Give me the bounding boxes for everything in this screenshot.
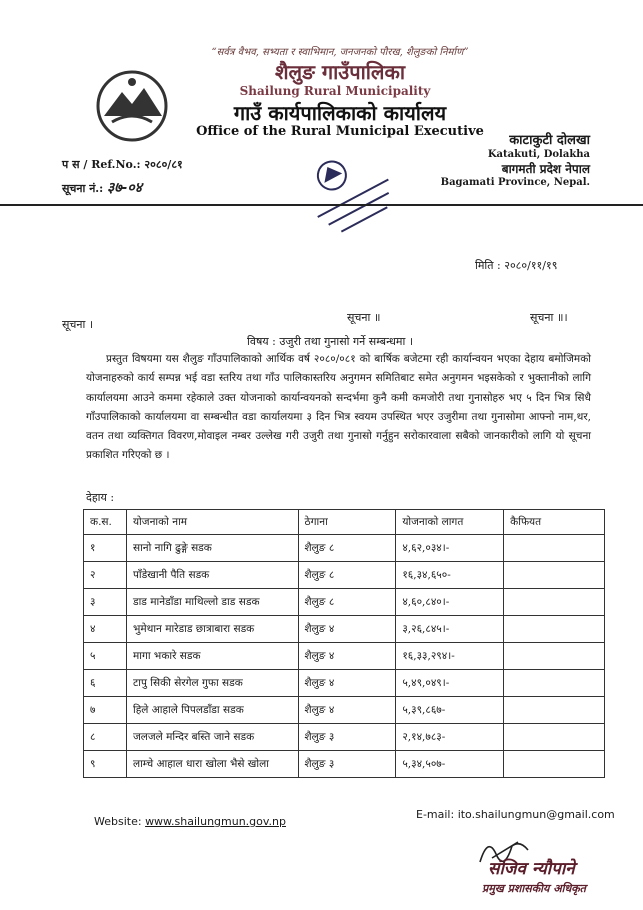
table-row <box>84 724 605 751</box>
cell-remarks <box>504 535 605 562</box>
office-address <box>440 134 590 190</box>
notice-label-2: सूचना ॥ <box>347 311 381 324</box>
website-link[interactable]: www.shailungmun.gov.np <box>145 815 286 828</box>
cell-address: शैलुङ ४ <box>298 643 396 670</box>
cell-remarks <box>504 751 605 778</box>
annex-label: देहाय : <box>86 491 115 504</box>
website-label: Website: <box>94 815 142 828</box>
cell-remarks <box>504 724 605 751</box>
cell-project-name: सानो नागि ढुङ्गे सडक <box>126 535 298 562</box>
col-header-cost: योजनाको लागत <box>396 510 504 535</box>
col-header-project-name: योजनाको नाम <box>126 510 298 535</box>
website-line <box>94 815 286 828</box>
cell-serial: ९ <box>84 751 127 778</box>
cell-cost: १६,३४,६५०- <box>396 562 504 589</box>
cell-serial: ८ <box>84 724 127 751</box>
table-row <box>84 562 605 589</box>
cell-serial: ३ <box>84 589 127 616</box>
cell-project-name: टापु सिकी सेरगेल गुफा सडक <box>126 670 298 697</box>
province-line-en: Bagamati Province, Nepal. <box>440 177 590 188</box>
cell-project-name: हिले आहाले पिपलडाँडा सडक <box>126 697 298 724</box>
notice-label-1: सूचना । <box>62 318 94 331</box>
cell-remarks <box>504 643 605 670</box>
cell-cost: १६,३३,२९४।- <box>396 643 504 670</box>
cell-project-name: मागा भकारे सडक <box>126 643 298 670</box>
project-table <box>83 509 605 778</box>
cell-cost: ३,२६,८४५।- <box>396 616 504 643</box>
cell-serial: ४ <box>84 616 127 643</box>
table-row <box>84 535 605 562</box>
subject-line: विषय : उजुरी तथा गुनासो गर्ने सम्बन्धमा । <box>246 335 413 348</box>
cell-serial: ५ <box>84 643 127 670</box>
col-header-address: ठेगाना <box>298 510 396 535</box>
cell-cost: ४,६२,०३४।- <box>396 535 504 562</box>
signatory-title: प्रमुख प्रशासकीय अधिकृत <box>482 882 586 895</box>
email-line: E-mail: ito.shailungmun@gmail.com <box>416 808 615 821</box>
cell-remarks <box>504 697 605 724</box>
notice-label-3: सूचना ॥। <box>530 311 568 324</box>
cell-serial: ७ <box>84 697 127 724</box>
cell-remarks <box>504 670 605 697</box>
cell-address: शैलुङ ३ <box>298 724 396 751</box>
signatory-name: संजिव न्यौपाने <box>488 859 575 879</box>
cell-address: शैलुङ ४ <box>298 670 396 697</box>
table-row <box>84 697 605 724</box>
table-header-row <box>84 510 605 535</box>
address-line-en: Katakuti, Dolakha <box>487 149 590 160</box>
cell-address: शैलुङ ४ <box>298 697 396 724</box>
cell-serial: २ <box>84 562 127 589</box>
cell-cost: ५,४९,०४९।- <box>396 670 504 697</box>
cell-address: शैलुङ ३ <box>298 751 396 778</box>
col-header-remarks: कैफियत <box>504 510 605 535</box>
cell-cost: २,१४,७८३- <box>396 724 504 751</box>
notice-number-value: ३७-०४ <box>107 180 142 196</box>
cell-project-name: डाड मानेडाँडा माथिल्लो डाड सडक <box>126 589 298 616</box>
table-row <box>84 616 605 643</box>
header-divider <box>0 204 643 206</box>
cell-serial: १ <box>84 535 127 562</box>
table-row <box>84 589 605 616</box>
notice-number <box>62 178 142 197</box>
table-row <box>84 751 605 778</box>
cell-project-name: लाम्चे आहाल धारा खोला भैसे खोला <box>126 751 298 778</box>
document-date: मिति : २०८०/११/१९ <box>475 259 558 272</box>
cell-address: शैलुङ ४ <box>298 616 396 643</box>
cell-serial: ६ <box>84 670 127 697</box>
cell-address: शैलुङ ८ <box>298 562 396 589</box>
cell-cost: ४,६०,८४०।- <box>396 589 504 616</box>
cell-remarks <box>504 589 605 616</box>
cell-project-name: जलजले मन्दिर बस्ति जाने सडक <box>126 724 298 751</box>
notice-paragraph: प्रस्तुत विषयमा यस शैलुङ गाँउपालिकाको आर्थिक वर्ष २०८०/०८१ को बार्षिक बजेटमा रही कार्यान्वयन भएका देहाय बमोजिमको योजनाहरुको कार्य सम्पन्न भई वडा स्तरिय तथा गाँउ पालिकास्तरिय अनुगमन समितिबाट समेत अनुगमन भइसकेको र भुक्तानीको लागि कार्यालयमा आउने कममा रहेकाले उक्त योजनाको कार्यान्वयनको सन्दर्भमा कुनै कमी कमजोरी तथा गुनासोहरु भए ५ दिन भित्र सिधै गाँउपालिकाको कार्यालयमा वा सम्बन्धीत वडा कार्यालयमा ३ दिन भित्र स्वयम उपस्थित भएर उजुरीमा तथा गुनासोमा आफ्नो नाम,थर, वतन तथा व्यक्तिगत विवरण,मोवाइल नम्बर उल्लेख गरी उजुरी तथा गुनासो गर्नुहुन सरोकारवाला सबैको जानकारीको लागि यो सूचना प्रकाशित गरिएको छ । <box>86 353 591 462</box>
table-row <box>84 643 605 670</box>
cell-cost: ५,३९,८६७- <box>396 697 504 724</box>
cell-cost: ५,३४,५०७- <box>396 751 504 778</box>
col-header-serial: क.स. <box>84 510 127 535</box>
office-name-en: Office of the Rural Municipal Executive <box>196 124 484 139</box>
office-seal-stamp <box>286 130 406 240</box>
office-name-np: गाउँ कार्यपालिकाको कार्यालय <box>233 101 447 125</box>
cell-address: शैलुङ ८ <box>298 589 396 616</box>
municipality-name-np: शैलुङ गाउँपालिका <box>274 60 406 84</box>
notice-number-label: सूचना नं.: <box>62 182 104 195</box>
cell-remarks <box>504 616 605 643</box>
table-row <box>84 670 605 697</box>
reference-number: प स / Ref.No.: २०८०/८१ <box>62 158 183 171</box>
motto: “सर्वत्र वैभव, सभ्यता र स्वाभिमान, जनजनको पौरख, शैलुङको निर्माण” <box>211 47 469 58</box>
province-line-np: बागमती प्रदेश नेपाल <box>501 162 590 176</box>
address-line-np: काटाकुटी दोलखा <box>509 133 590 148</box>
emblem-logo <box>82 66 182 146</box>
cell-address: शैलुङ ८ <box>298 535 396 562</box>
cell-project-name: भुमेथान मारेडाड छात्राबारा सडक <box>126 616 298 643</box>
cell-remarks <box>504 562 605 589</box>
cell-project-name: पाँडेखानी पैति सडक <box>126 562 298 589</box>
municipality-name-en: Shailung Rural Municipality <box>239 84 431 98</box>
